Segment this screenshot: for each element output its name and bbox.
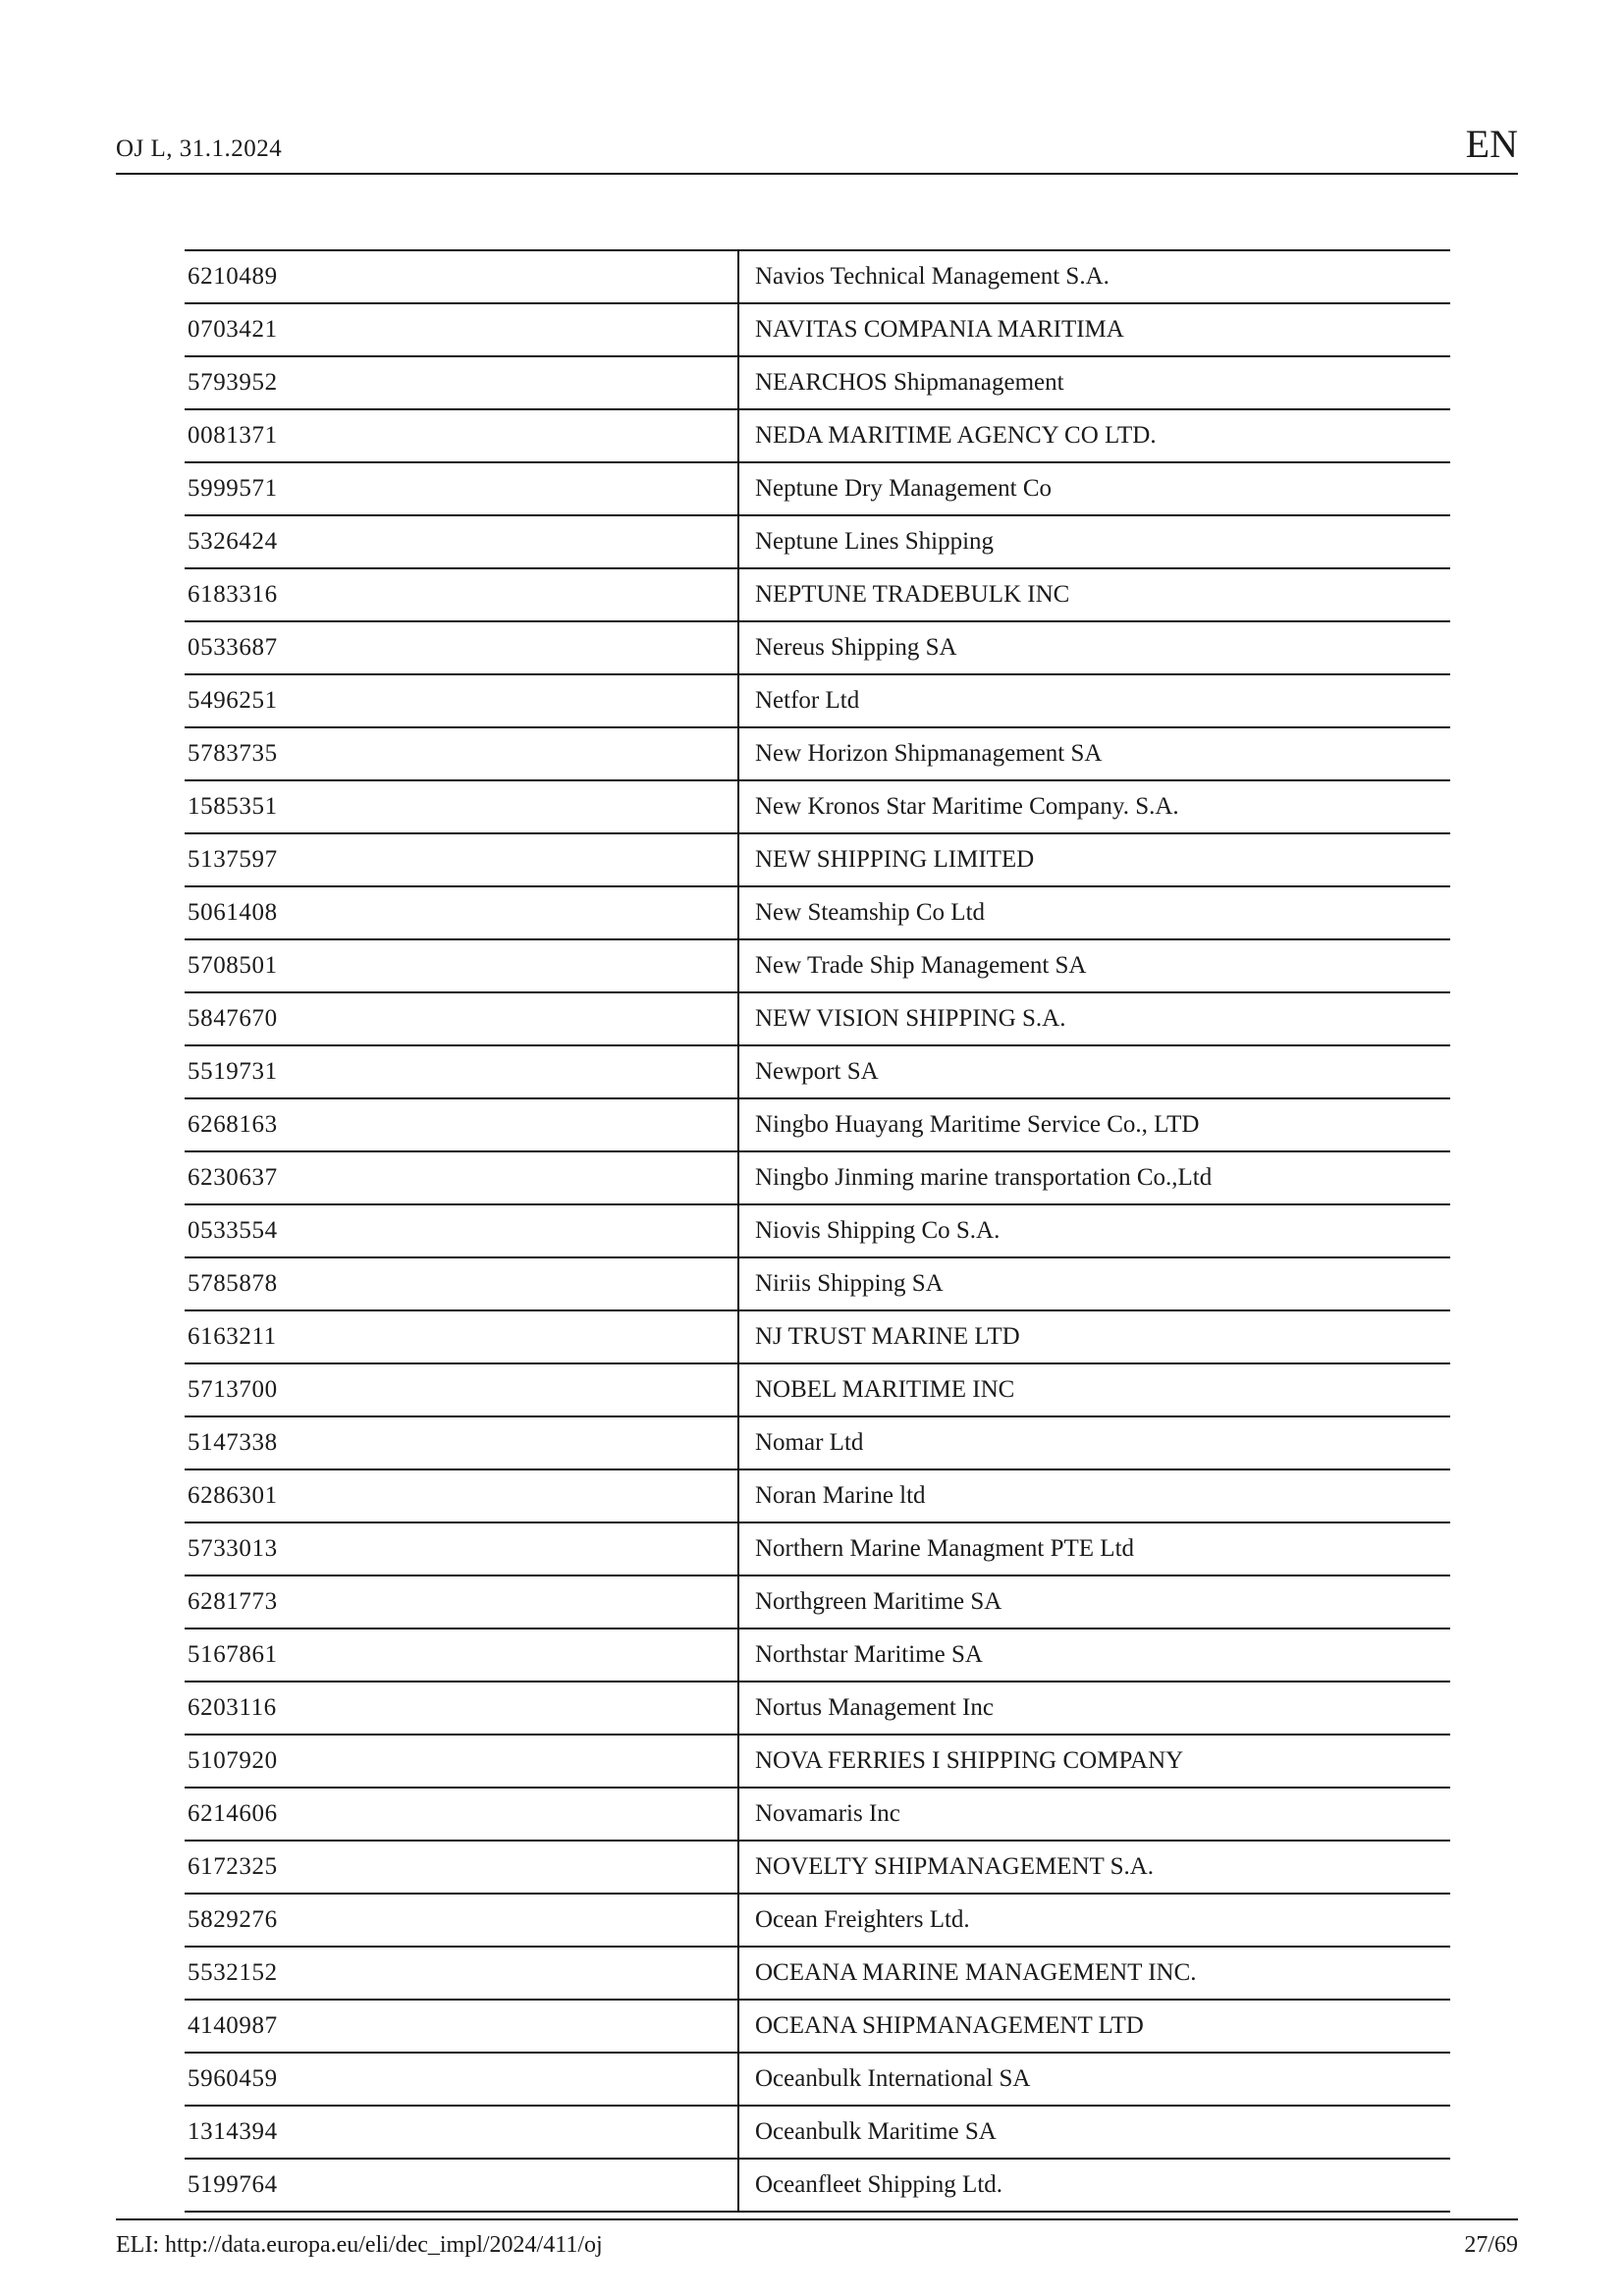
company-code-cell: 5167861 (185, 1629, 738, 1682)
company-code-cell: 5496251 (185, 674, 738, 727)
table-row (185, 1575, 1450, 1629)
company-code-cell: 5793952 (185, 356, 738, 409)
company-code-cell: 5107920 (185, 1735, 738, 1788)
company-code-cell: 5708501 (185, 939, 738, 992)
company-code-cell: 5147338 (185, 1416, 738, 1469)
company-name-cell: Nereus Shipping SA (738, 621, 1450, 674)
page-footer (116, 2218, 1518, 2269)
company-code-cell: 5137597 (185, 833, 738, 886)
company-name-cell: NEARCHOS Shipmanagement (738, 356, 1450, 409)
company-code-cell: 5960459 (185, 2053, 738, 2106)
company-name-cell: Oceanbulk International SA (738, 2053, 1450, 2106)
company-name-cell: Ningbo Jinming marine transportation Co.,Ltd (738, 1151, 1450, 1204)
table-row (185, 1257, 1450, 1310)
company-code-cell: 5326424 (185, 515, 738, 568)
company-code-cell: 6214606 (185, 1788, 738, 1841)
company-name-cell: Neptune Lines Shipping (738, 515, 1450, 568)
table-row (185, 1522, 1450, 1575)
table-row (185, 568, 1450, 621)
company-code-cell: 6172325 (185, 1841, 738, 1894)
table-row (185, 462, 1450, 515)
table-row (185, 886, 1450, 939)
company-name-cell: Novamaris Inc (738, 1788, 1450, 1841)
table-row (185, 1735, 1450, 1788)
company-code-cell: 6163211 (185, 1310, 738, 1363)
table-row (185, 992, 1450, 1045)
journal-reference: OJ L, 31.1.2024 (116, 135, 283, 162)
company-code-cell: 5532152 (185, 1947, 738, 2000)
company-code-cell: 5829276 (185, 1894, 738, 1947)
company-name-cell: Neptune Dry Management Co (738, 462, 1450, 515)
table-row (185, 674, 1450, 727)
table-row (185, 1098, 1450, 1151)
company-table-body (185, 250, 1450, 2212)
table-row (185, 1682, 1450, 1735)
table-row (185, 1363, 1450, 1416)
company-name-cell: NEDA MARITIME AGENCY CO LTD. (738, 409, 1450, 462)
company-code-cell: 6230637 (185, 1151, 738, 1204)
table-row (185, 2159, 1450, 2212)
company-code-cell: 5733013 (185, 1522, 738, 1575)
language-code: EN (1465, 122, 1518, 166)
company-name-cell: Northern Marine Managment PTE Ltd (738, 1522, 1450, 1575)
company-name-cell: Oceanfleet Shipping Ltd. (738, 2159, 1450, 2212)
company-code-cell: 6286301 (185, 1469, 738, 1522)
table-row (185, 1841, 1450, 1894)
company-name-cell: Ningbo Huayang Maritime Service Co., LTD (738, 1098, 1450, 1151)
company-name-cell: New Kronos Star Maritime Company. S.A. (738, 780, 1450, 833)
table-row (185, 1416, 1450, 1469)
table-row (185, 515, 1450, 568)
page-header (116, 118, 1518, 175)
table-row (185, 1045, 1450, 1098)
company-name-cell: New Horizon Shipmanagement SA (738, 727, 1450, 780)
table-row (185, 1151, 1450, 1204)
company-code-cell: 5713700 (185, 1363, 738, 1416)
company-code-cell: 6203116 (185, 1682, 738, 1735)
company-code-cell: 6281773 (185, 1575, 738, 1629)
company-code-cell: 5061408 (185, 886, 738, 939)
company-name-cell: OCEANA SHIPMANAGEMENT LTD (738, 2000, 1450, 2053)
company-name-cell: NEW VISION SHIPPING S.A. (738, 992, 1450, 1045)
page-number: 27/69 (1464, 2232, 1518, 2258)
company-code-cell: 0703421 (185, 303, 738, 356)
company-table (185, 249, 1450, 2213)
table-row (185, 2000, 1450, 2053)
company-name-cell: New Steamship Co Ltd (738, 886, 1450, 939)
table-row (185, 1310, 1450, 1363)
table-row (185, 833, 1450, 886)
table-row (185, 303, 1450, 356)
company-name-cell: Netfor Ltd (738, 674, 1450, 727)
company-name-cell: NEPTUNE TRADEBULK INC (738, 568, 1450, 621)
company-code-cell: 6183316 (185, 568, 738, 621)
company-code-cell: 0533687 (185, 621, 738, 674)
table-row (185, 621, 1450, 674)
company-code-cell: 1314394 (185, 2106, 738, 2159)
table-row (185, 1629, 1450, 1682)
table-row (185, 780, 1450, 833)
company-name-cell: NAVITAS COMPANIA MARITIMA (738, 303, 1450, 356)
company-name-cell: Noran Marine ltd (738, 1469, 1450, 1522)
table-row (185, 939, 1450, 992)
company-name-cell: NEW SHIPPING LIMITED (738, 833, 1450, 886)
table-row (185, 1469, 1450, 1522)
company-name-cell: Northstar Maritime SA (738, 1629, 1450, 1682)
company-name-cell: NJ TRUST MARINE LTD (738, 1310, 1450, 1363)
eli-link[interactable]: ELI: http://data.europa.eu/eli/dec_impl/2024/411/oj (116, 2232, 603, 2258)
company-code-cell: 5519731 (185, 1045, 738, 1098)
table-row (185, 1788, 1450, 1841)
company-code-cell: 6268163 (185, 1098, 738, 1151)
company-code-cell: 5847670 (185, 992, 738, 1045)
table-row (185, 356, 1450, 409)
company-name-cell: NOBEL MARITIME INC (738, 1363, 1450, 1416)
company-name-cell: Nomar Ltd (738, 1416, 1450, 1469)
table-row (185, 250, 1450, 303)
table-row (185, 1204, 1450, 1257)
company-name-cell: NOVA FERRIES I SHIPPING COMPANY (738, 1735, 1450, 1788)
company-code-cell: 4140987 (185, 2000, 738, 2053)
table-row (185, 2106, 1450, 2159)
table-row (185, 1947, 1450, 2000)
company-name-cell: Ocean Freighters Ltd. (738, 1894, 1450, 1947)
company-code-cell: 6210489 (185, 250, 738, 303)
table-row (185, 2053, 1450, 2106)
company-name-cell: Niriis Shipping SA (738, 1257, 1450, 1310)
company-code-cell: 1585351 (185, 780, 738, 833)
company-name-cell: OCEANA MARINE MANAGEMENT INC. (738, 1947, 1450, 2000)
company-code-cell: 5783735 (185, 727, 738, 780)
table-row (185, 409, 1450, 462)
company-code-cell: 5785878 (185, 1257, 738, 1310)
company-name-cell: Newport SA (738, 1045, 1450, 1098)
company-code-cell: 0533554 (185, 1204, 738, 1257)
company-name-cell: Nortus Management Inc (738, 1682, 1450, 1735)
company-name-cell: Navios Technical Management S.A. (738, 250, 1450, 303)
company-name-cell: Niovis Shipping Co S.A. (738, 1204, 1450, 1257)
company-name-cell: NOVELTY SHIPMANAGEMENT S.A. (738, 1841, 1450, 1894)
company-name-cell: New Trade Ship Management SA (738, 939, 1450, 992)
table-row (185, 1894, 1450, 1947)
company-name-cell: Northgreen Maritime SA (738, 1575, 1450, 1629)
company-code-cell: 5199764 (185, 2159, 738, 2212)
company-name-cell: Oceanbulk Maritime SA (738, 2106, 1450, 2159)
company-code-cell: 0081371 (185, 409, 738, 462)
table-row (185, 727, 1450, 780)
company-code-cell: 5999571 (185, 462, 738, 515)
